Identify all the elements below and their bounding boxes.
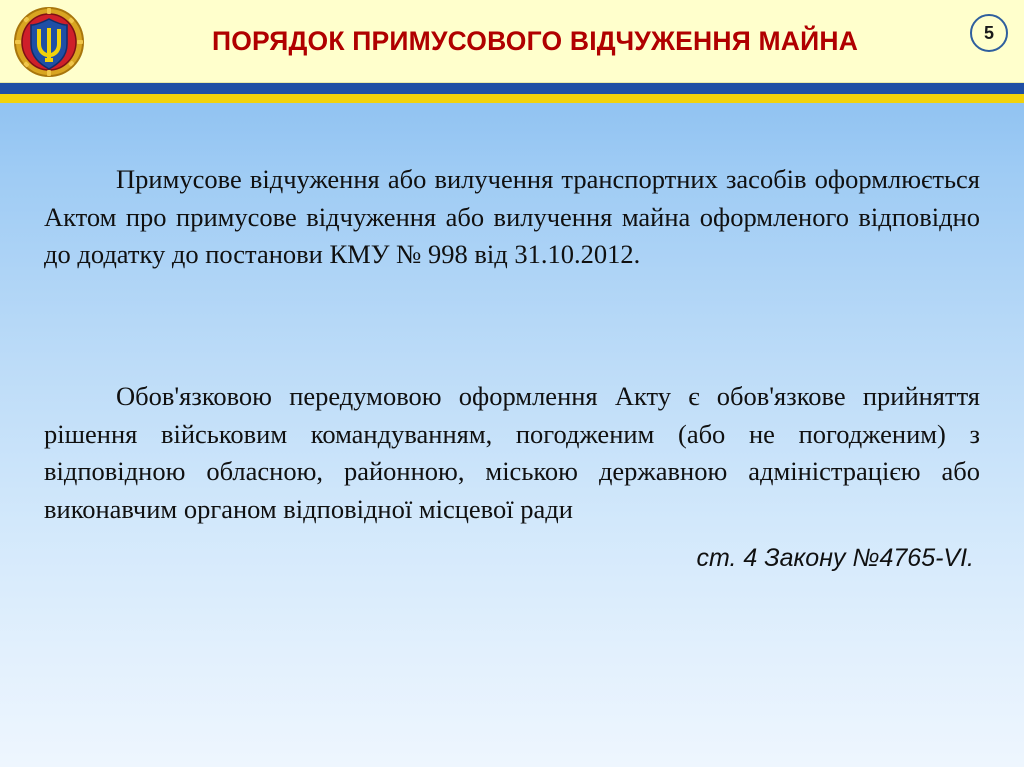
slide-header [0, 0, 1024, 83]
divider-bar-yellow [0, 94, 1024, 103]
slide-number-badge: 5 [970, 14, 1008, 52]
paragraph-two: Обов'язковою передумовою оформлення Акту є обов'язкове прийняття рішення військовим командуванням, погодженим (або не погодженим) з відповідною обласною, районною, міською державною адміністрацією або виконавчим органом відповідної місцевої ради [44, 380, 980, 524]
page-title: ПОРЯДОК ПРИМУСОВОГО ВІДЧУЖЕННЯ МАЙНА [211, 26, 859, 56]
slide-content [0, 103, 1024, 767]
divider-bar-blue [0, 83, 1024, 94]
law-citation: ст. 4 Закону №4765-VI. [696, 544, 974, 573]
ukraine-armed-forces-emblem-icon [12, 6, 86, 78]
paragraph-one: Примусове відчуження або вилучення транспортних засобів оформлюється Актом про примусове відчуження або вилучення майна оформленого відповідно до додатку до постанови КМУ № 998 від 31.10.2012. [44, 164, 980, 270]
